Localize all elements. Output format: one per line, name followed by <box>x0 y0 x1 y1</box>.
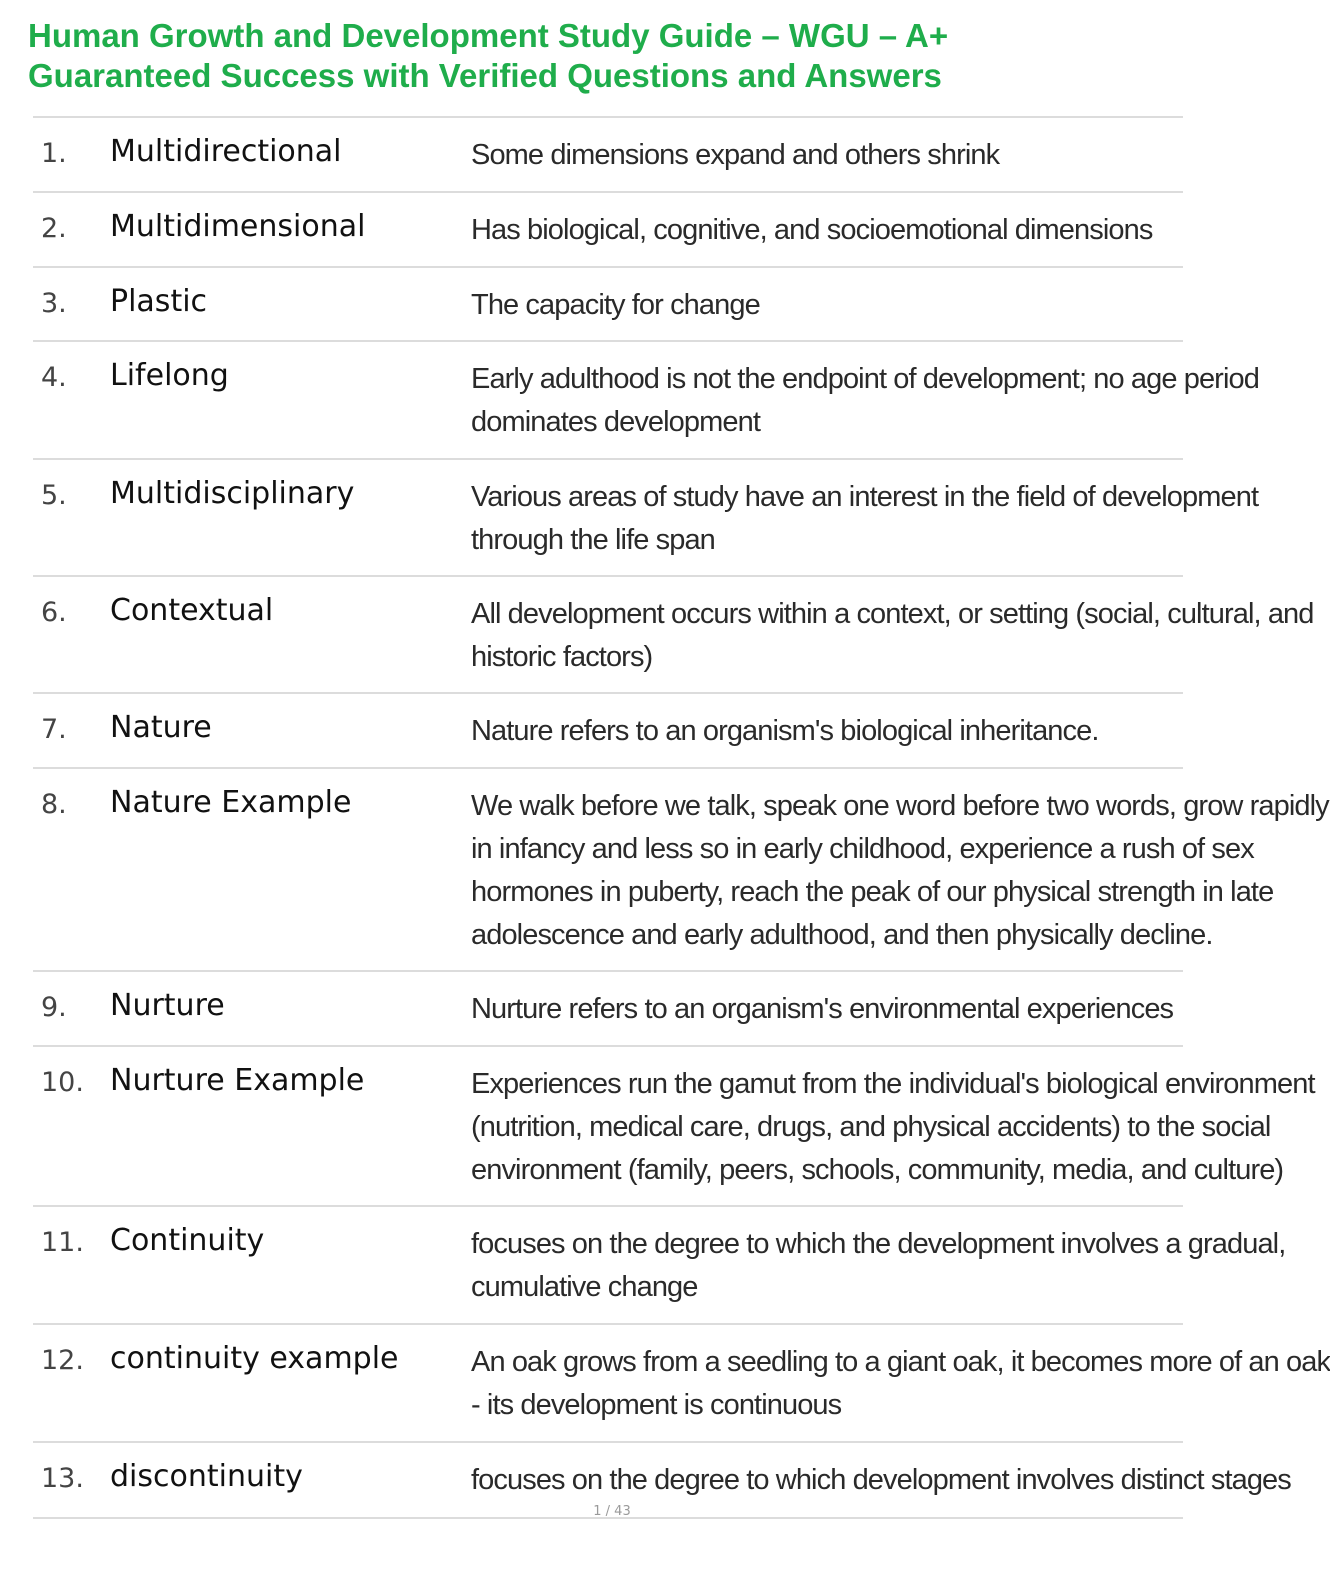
definition-line: We walk before we talk, speak one word before two words, grow rapidly <box>471 790 1329 822</box>
card-term: continuity example <box>110 1341 399 1376</box>
card-definition <box>471 785 1329 957</box>
definition-line: The capacity for change <box>471 289 760 321</box>
card-definition <box>471 1223 1286 1309</box>
definition-line: An oak grows from a seedling to a giant oak, it becomes more of an oak <box>471 1346 1330 1378</box>
card-number: 7. <box>41 714 67 745</box>
card-definition <box>471 134 1183 177</box>
definition-line: Some dimensions expand and others shrink <box>471 139 1000 171</box>
card-number: 13. <box>41 1463 84 1494</box>
flashcard-row <box>33 1047 1315 1207</box>
card-term: Continuity <box>110 1223 265 1258</box>
card-number: 1. <box>41 138 67 169</box>
card-term: Nurture Example <box>110 1063 365 1098</box>
title-line: Guaranteed Success with Verified Questions and Answers <box>28 57 942 94</box>
title-line: Human Growth and Development Study Guide – WGU – A+ <box>28 17 949 54</box>
definition-line: environment (family, peers, schools, community, media, and culture) <box>471 1154 1284 1186</box>
card-definition <box>471 284 1183 327</box>
card-definition <box>471 988 1183 1031</box>
card-term: Multidimensional <box>110 209 366 244</box>
flashcard-row <box>33 460 1259 577</box>
card-number: 3. <box>41 288 67 319</box>
definition-line: in infancy and less so in early childhood, experience a rush of sex <box>471 833 1254 865</box>
card-definition <box>471 710 1183 753</box>
definition-line: Has biological, cognitive, and socioemotional dimensions <box>471 214 1153 246</box>
card-number: 2. <box>41 213 67 244</box>
card-number: 6. <box>41 597 67 628</box>
card-term: Nurture <box>110 988 225 1023</box>
definition-line: Experiences run the gamut from the individual's biological environment <box>471 1068 1315 1100</box>
card-definition <box>471 358 1259 444</box>
definition-line: Nurture refers to an organism's environmental experiences <box>471 993 1174 1025</box>
definition-line: dominates development <box>471 406 761 438</box>
card-number: 12. <box>41 1345 84 1376</box>
definition-line: focuses on the degree to which the development involves a gradual, <box>471 1228 1286 1260</box>
flashcard-row <box>33 694 1183 769</box>
card-term: Multidirectional <box>110 134 342 169</box>
definition-line: - its development is continuous <box>471 1389 842 1421</box>
card-number: 10. <box>41 1067 84 1098</box>
definition-line: Nature refers to an organism's biological inheritance. <box>471 715 1099 747</box>
card-definition <box>471 1459 1291 1502</box>
flashcard-row <box>33 193 1183 268</box>
flashcard-row <box>33 1325 1330 1443</box>
card-number: 8. <box>41 789 67 820</box>
definition-line: hormones in puberty, reach the peak of our physical strength in late <box>471 876 1274 908</box>
flashcard-row <box>33 118 1183 193</box>
flashcard-row <box>33 577 1314 694</box>
card-term: discontinuity <box>110 1459 303 1494</box>
card-definition <box>471 209 1183 252</box>
flashcard-row <box>33 268 1183 342</box>
flashcard-row <box>33 769 1329 972</box>
card-term: Multidisciplinary <box>110 476 355 511</box>
card-number: 9. <box>41 992 67 1023</box>
card-term: Nature <box>110 710 212 745</box>
card-number: 11. <box>41 1227 84 1258</box>
flashcard-row <box>33 972 1183 1047</box>
flashcard-list <box>33 116 1330 1519</box>
card-definition <box>471 476 1259 562</box>
definition-line: historic factors) <box>471 641 653 673</box>
flashcard-row <box>33 342 1259 460</box>
definition-line: through the life span <box>471 524 715 556</box>
card-definition <box>471 1341 1330 1427</box>
definition-line: focuses on the degree to which development involves distinct stages <box>471 1464 1291 1496</box>
card-number: 5. <box>41 480 67 511</box>
definition-line: (nutrition, medical care, drugs, and physical accidents) to the social <box>471 1111 1271 1143</box>
card-number: 4. <box>41 362 67 393</box>
definition-line: Various areas of study have an interest in the field of development <box>471 481 1259 513</box>
definition-line: All development occurs within a context, or setting (social, cultural, and <box>471 598 1314 630</box>
flashcard-row <box>33 1207 1286 1325</box>
page-indicator: 1 / 43 <box>593 1504 631 1519</box>
card-term: Contextual <box>110 593 274 628</box>
card-definition <box>471 1063 1315 1192</box>
document-title <box>28 16 1198 96</box>
card-term: Lifelong <box>110 358 229 393</box>
card-term: Nature Example <box>110 785 352 820</box>
definition-line: adolescence and early adulthood, and then physically decline. <box>471 919 1213 951</box>
card-definition <box>471 593 1314 679</box>
card-term: Plastic <box>110 284 208 319</box>
definition-line: Early adulthood is not the endpoint of development; no age period <box>471 363 1259 395</box>
definition-line: cumulative change <box>471 1271 698 1303</box>
